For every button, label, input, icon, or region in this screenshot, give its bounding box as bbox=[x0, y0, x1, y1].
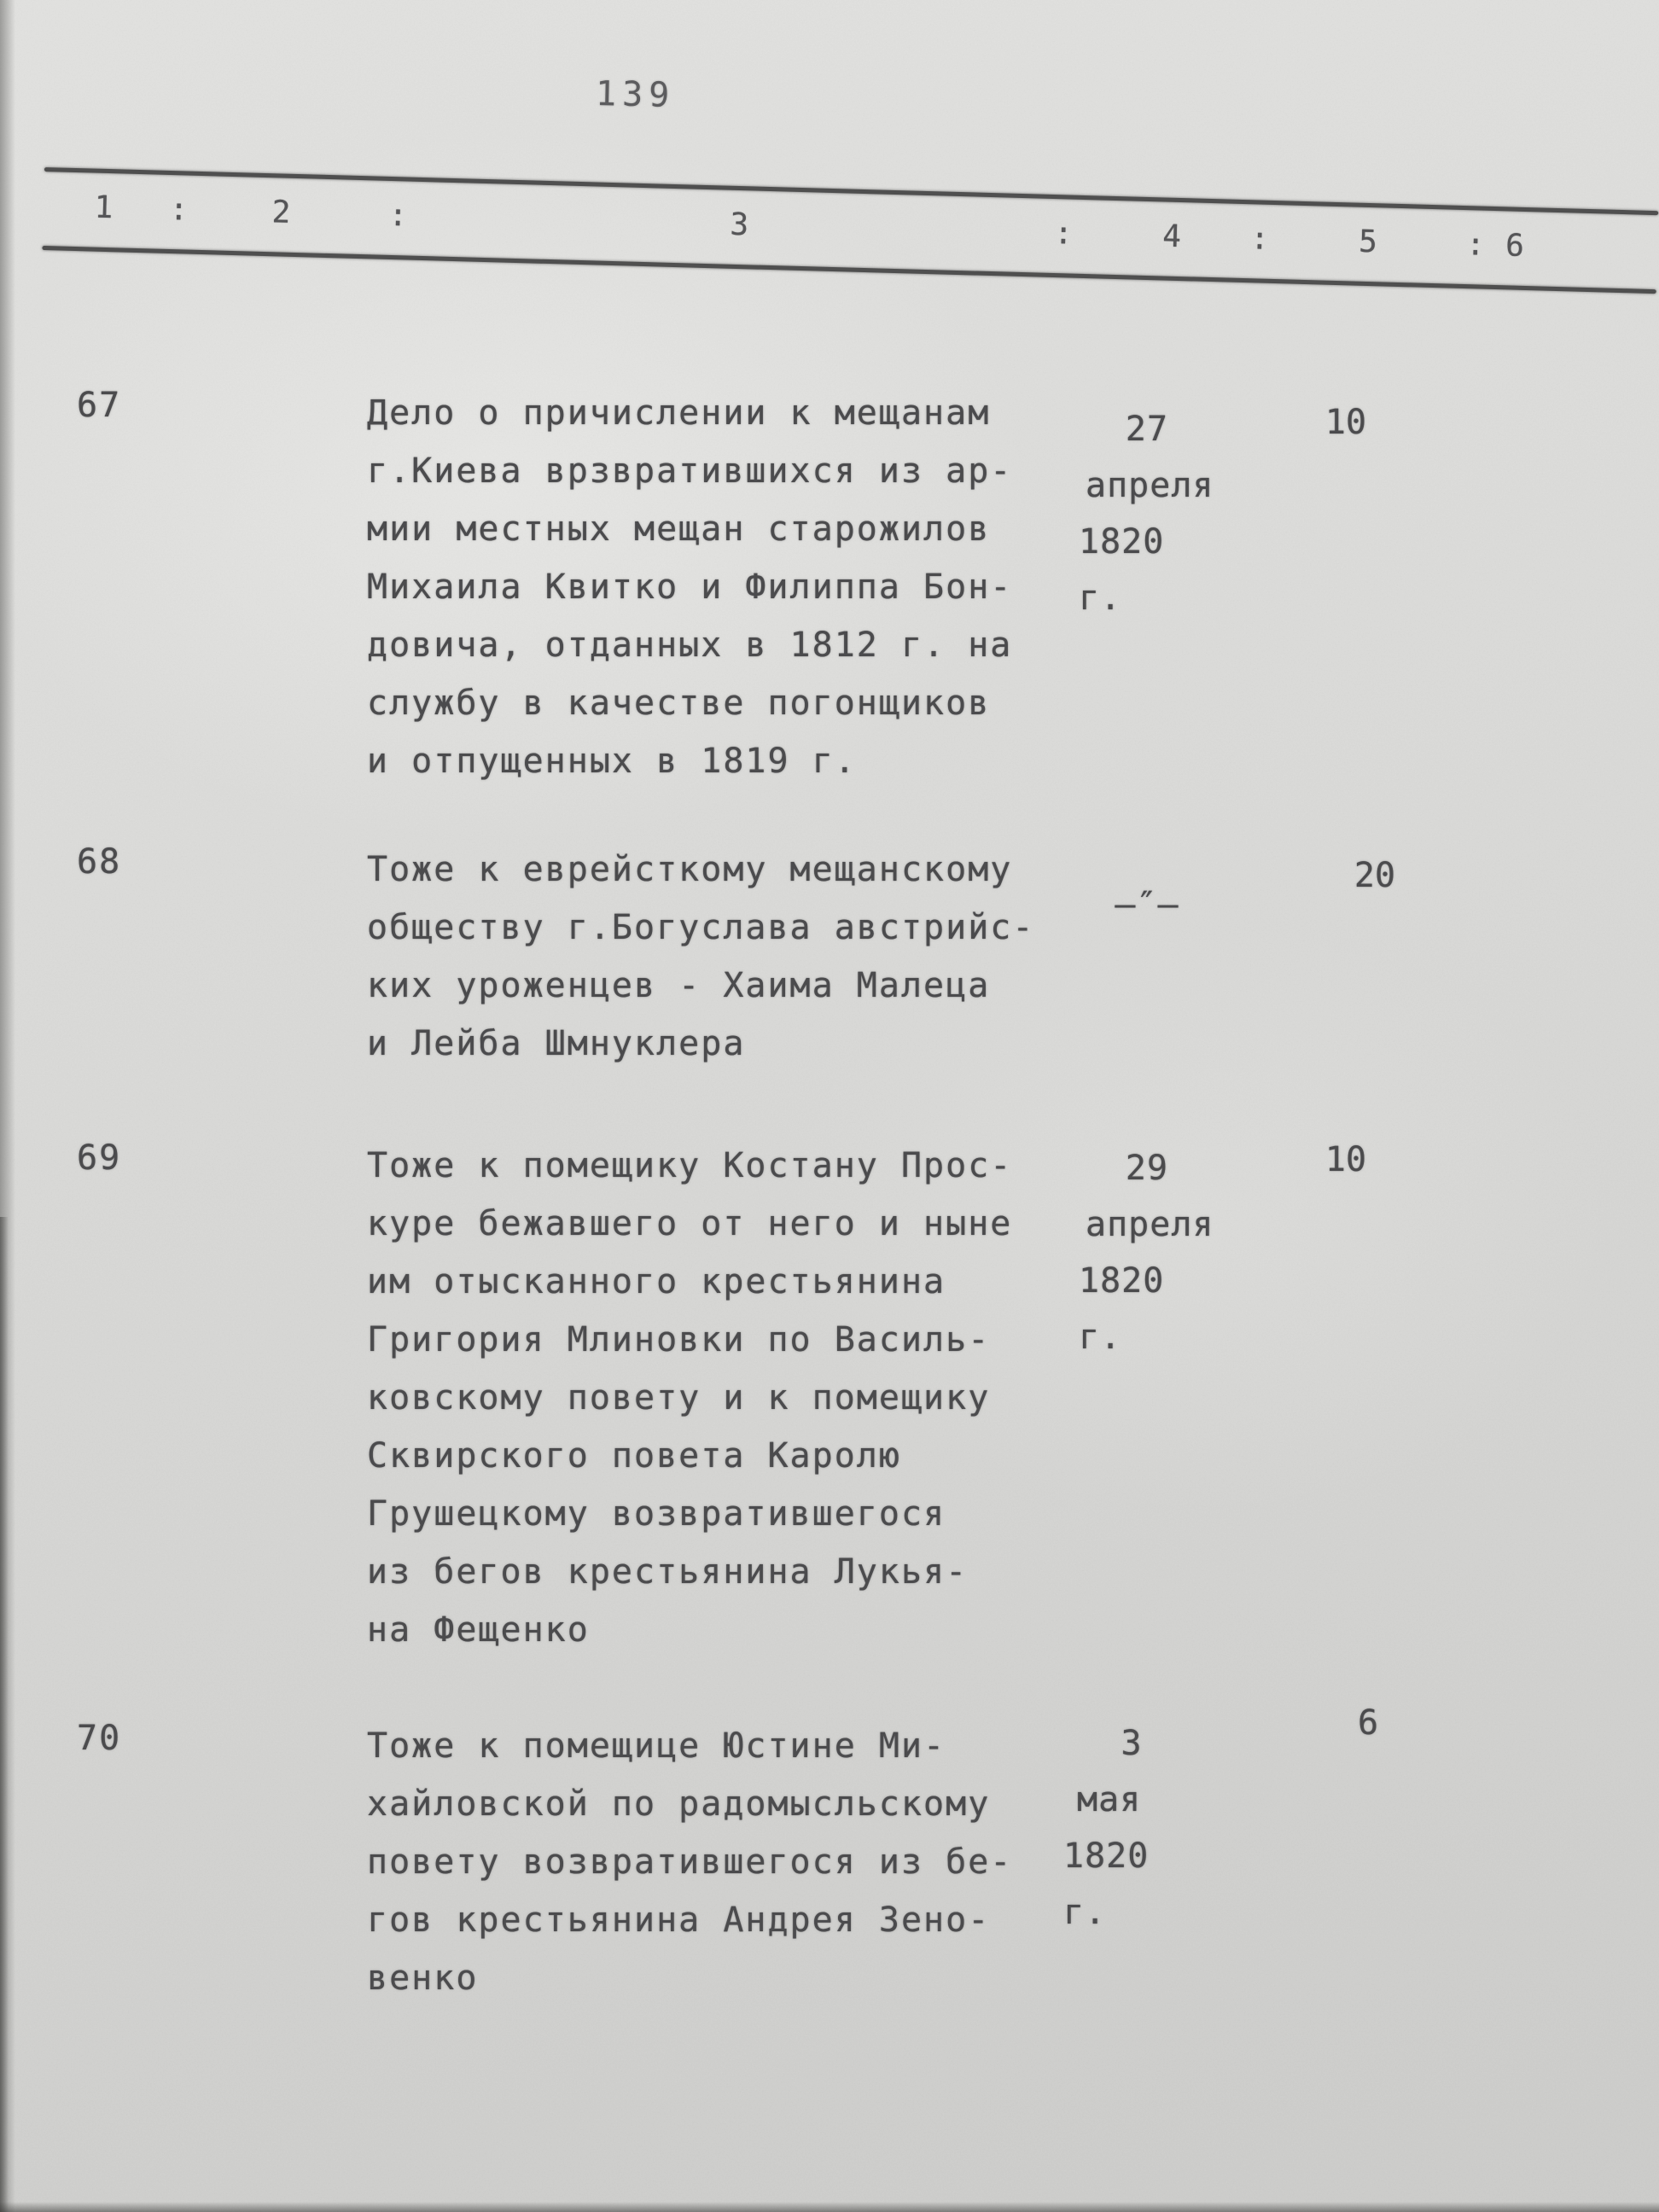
description-line: Дело о причислении к мещанам bbox=[367, 393, 991, 433]
header-separator: : bbox=[1053, 216, 1074, 252]
header-col-2: 2 bbox=[271, 195, 291, 230]
description-line: службу в качестве погонщиков bbox=[367, 684, 991, 723]
description-line: Григория Млиновки по Василь- bbox=[367, 1320, 991, 1359]
table-header bbox=[42, 167, 1658, 296]
entry-description bbox=[367, 384, 1084, 790]
description-line: и Лейба Шмнуклера bbox=[367, 1024, 746, 1063]
date-day: —″— bbox=[1115, 885, 1179, 924]
description-line: венко bbox=[367, 1959, 479, 1998]
date-day: 3 bbox=[1121, 1724, 1143, 1763]
header-col-6: 6 bbox=[1505, 228, 1525, 264]
header-separator: : bbox=[169, 191, 189, 228]
entry-number: 67 bbox=[77, 386, 122, 425]
description-line: куре бежавшего от него и ныне bbox=[367, 1204, 1013, 1243]
date-year: 1820 г. bbox=[1063, 1837, 1150, 1932]
description-line: Сквирского повета Каролю bbox=[367, 1436, 901, 1476]
entry-page-count: 20 bbox=[1353, 856, 1396, 895]
entry-date bbox=[1057, 1715, 1207, 1932]
entry-date bbox=[1072, 1140, 1222, 1357]
page-number: 139 bbox=[595, 74, 676, 115]
entry-page-count: 6 bbox=[1357, 1703, 1379, 1743]
date-month: апреля bbox=[1086, 466, 1214, 505]
page-edge-shadow-left-lower bbox=[0, 1217, 9, 2212]
entry-number: 70 bbox=[77, 1719, 122, 1758]
entry-number: 69 bbox=[77, 1138, 122, 1178]
header-separator: : bbox=[1465, 227, 1486, 263]
entry-number: 68 bbox=[77, 842, 122, 882]
description-line: ковскому повету и к помещику bbox=[367, 1378, 991, 1417]
entry-description bbox=[367, 1137, 1084, 1659]
entry-date bbox=[1072, 401, 1222, 618]
description-line: на Фещенко bbox=[367, 1610, 590, 1650]
header-col-5: 5 bbox=[1358, 224, 1378, 260]
date-year: 1820 г. bbox=[1079, 1261, 1165, 1357]
date-year: 1820 г. bbox=[1079, 522, 1165, 618]
header-separator: : bbox=[388, 197, 408, 234]
entry-page-count: 10 bbox=[1324, 403, 1367, 442]
date-day: 27 bbox=[1125, 410, 1169, 449]
header-rule-bottom bbox=[42, 246, 1656, 294]
entry-date bbox=[1072, 876, 1222, 933]
header-separator: : bbox=[1249, 221, 1270, 257]
page-edge-shadow-bottom bbox=[0, 2202, 1659, 2212]
description-line: гов крестьянина Андрея Зено- bbox=[367, 1901, 991, 1940]
description-line: г.Киева врзвратившихся из ар- bbox=[367, 451, 1013, 491]
description-line: Грушецкому возвратившегося bbox=[367, 1494, 946, 1534]
description-line: довича, отданных в 1812 г. на bbox=[367, 626, 1013, 665]
header-col-3: 3 bbox=[729, 207, 749, 243]
date-month: апреля bbox=[1086, 1205, 1214, 1244]
date-month: мая bbox=[1077, 1780, 1142, 1819]
description-line: Тоже к еврейсткому мещанскому bbox=[367, 850, 1013, 889]
description-line: Михаила Квитко и Филиппа Бон- bbox=[367, 568, 1013, 607]
entry-description bbox=[367, 841, 1084, 1073]
header-col-4: 4 bbox=[1161, 218, 1182, 255]
description-line: и отпущенных в 1819 г. bbox=[367, 742, 857, 781]
description-line: им отысканного крестьянина bbox=[367, 1262, 946, 1301]
description-line: ких уроженцев - Хаима Малеца bbox=[367, 966, 991, 1005]
description-line: Тоже к помещику Костану Прос- bbox=[367, 1146, 1013, 1185]
date-day: 29 bbox=[1125, 1149, 1169, 1188]
header-col-1: 1 bbox=[94, 189, 114, 226]
description-line: хайловской по радомысльскому bbox=[367, 1784, 991, 1824]
entry-description bbox=[367, 1717, 1084, 2007]
description-line: из бегов крестьянина Лукья- bbox=[367, 1552, 969, 1592]
description-line: мии местных мещан старожилов bbox=[367, 509, 991, 549]
description-line: обществу г.Богуслава австрийс- bbox=[367, 908, 1035, 947]
description-line: Тоже к помещице Юстине Ми- bbox=[367, 1726, 946, 1766]
description-line: повету возвратившегося из бе- bbox=[367, 1842, 1013, 1882]
entry-page-count: 10 bbox=[1324, 1140, 1367, 1179]
